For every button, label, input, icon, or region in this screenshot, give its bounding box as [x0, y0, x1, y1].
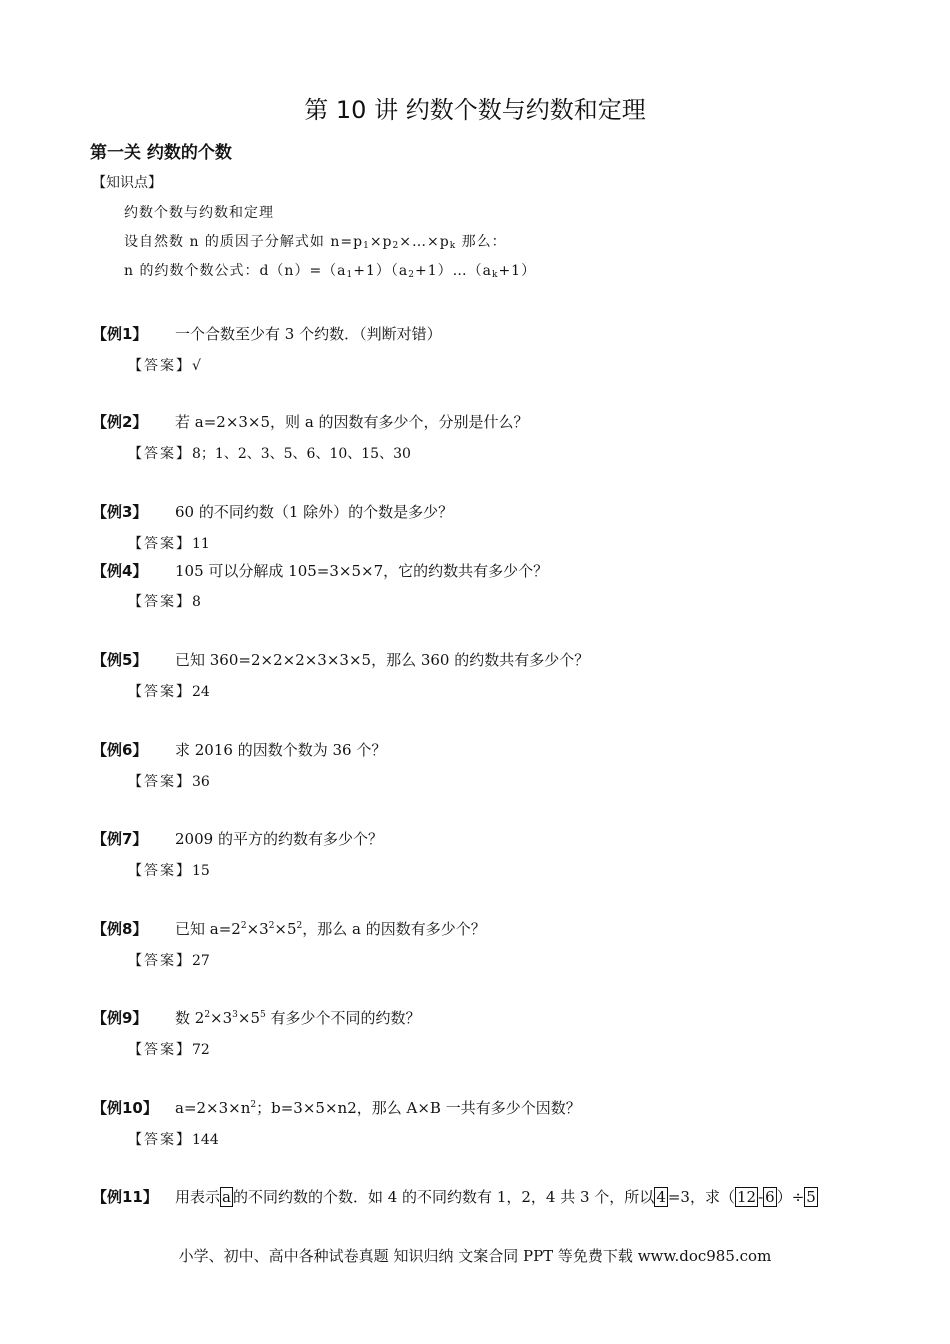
example-8-question: 已知 $a=2^2\times 3^2\times 5^2$，那么 a 的因数有多少个？ [175, 920, 486, 938]
example-10-label: 【例10】 [92, 1099, 158, 1117]
example-11-label: 【例11】 [92, 1188, 158, 1206]
example-7-answer: 【答案】15 [128, 863, 210, 879]
knowledge-label: 【知识点】 [92, 175, 162, 191]
example-9-label: 【例9】 [92, 1009, 148, 1027]
example-6-answer: 【答案】36 [128, 774, 210, 790]
example-1-answer: 【答案】√ [128, 358, 201, 374]
example-7-question: 2009 的平方的约数有多少个？ [175, 830, 383, 848]
example-1-label: 【例1】 [92, 325, 148, 343]
example-4-question: 105 可以分解成 105=3×5×7，它的约数共有多少个？ [175, 562, 549, 580]
example-4-label: 【例4】 [92, 562, 148, 580]
example-9-question: 数 $2^2\times 3^3\times 5^5$ 有多少个不同的约数？ [175, 1009, 421, 1027]
example-11-question: 用表示 a 的不同约数的个数．如 4 的不同约数有 1，2，4 共 3 个，所以 4 =3，求（ 12 - 6 ）÷ 5 [175, 1188, 816, 1206]
example-3-question: 60 的不同约数（1 除外）的个数是多少？ [175, 503, 454, 521]
example-3-answer: 【答案】11 [128, 536, 210, 552]
example-5-label: 【例5】 [92, 651, 148, 669]
example-6-label: 【例6】 [92, 741, 148, 759]
page-title: 第 10 讲 约数个数与约数和定理 [304, 96, 646, 124]
example-9-answer: 【答案】72 [128, 1042, 210, 1058]
example-1-question: 一个合数至少有 3 个约数．（判断对错） [175, 325, 442, 343]
example-2-label: 【例2】 [92, 413, 148, 431]
example-6-question: 求 2016 的因数个数为 36 个？ [175, 741, 387, 759]
example-8-answer: 【答案】27 [128, 953, 210, 969]
knowledge-line-2: 设自然数 n 的质因子分解式如 $n=p_1\times p_2\times\dots\times p_k$ 那么： [124, 234, 507, 251]
example-4-answer: 【答案】8 [128, 594, 201, 610]
example-2-question: 若 a=2×3×5，则 a 的因数有多少个，分别是什么？ [175, 413, 529, 431]
page-footer: 小学、初中、高中各种试卷真题 知识归纳 文案合同 PPT 等免费下载 www.doc985.com [178, 1247, 772, 1265]
knowledge-line-3: n 的约数个数公式：$d(n)=(a_1+1)(a_2+1)\dots(a_k+1)$ [124, 263, 537, 280]
example-7-label: 【例7】 [92, 830, 148, 848]
section-heading: 第一关 约数的个数 [90, 143, 232, 163]
example-5-question: 已知 360=2×2×2×3×3×5，那么 360 的约数共有多少个？ [175, 651, 590, 669]
example-8-label: 【例8】 [92, 920, 148, 938]
example-10-answer: 【答案】144 [128, 1132, 219, 1148]
example-10-question: $a=2\times 3\times n^2$；b=3×5×n2，那么 A×B 一共有多少个因数？ [175, 1099, 581, 1117]
knowledge-line-1: 约数个数与约数和定理 [124, 205, 274, 221]
example-2-answer: 【答案】8；1、2、3、5、6、10、15、30 [128, 446, 411, 462]
example-5-answer: 【答案】24 [128, 684, 210, 700]
example-3-label: 【例3】 [92, 503, 148, 521]
